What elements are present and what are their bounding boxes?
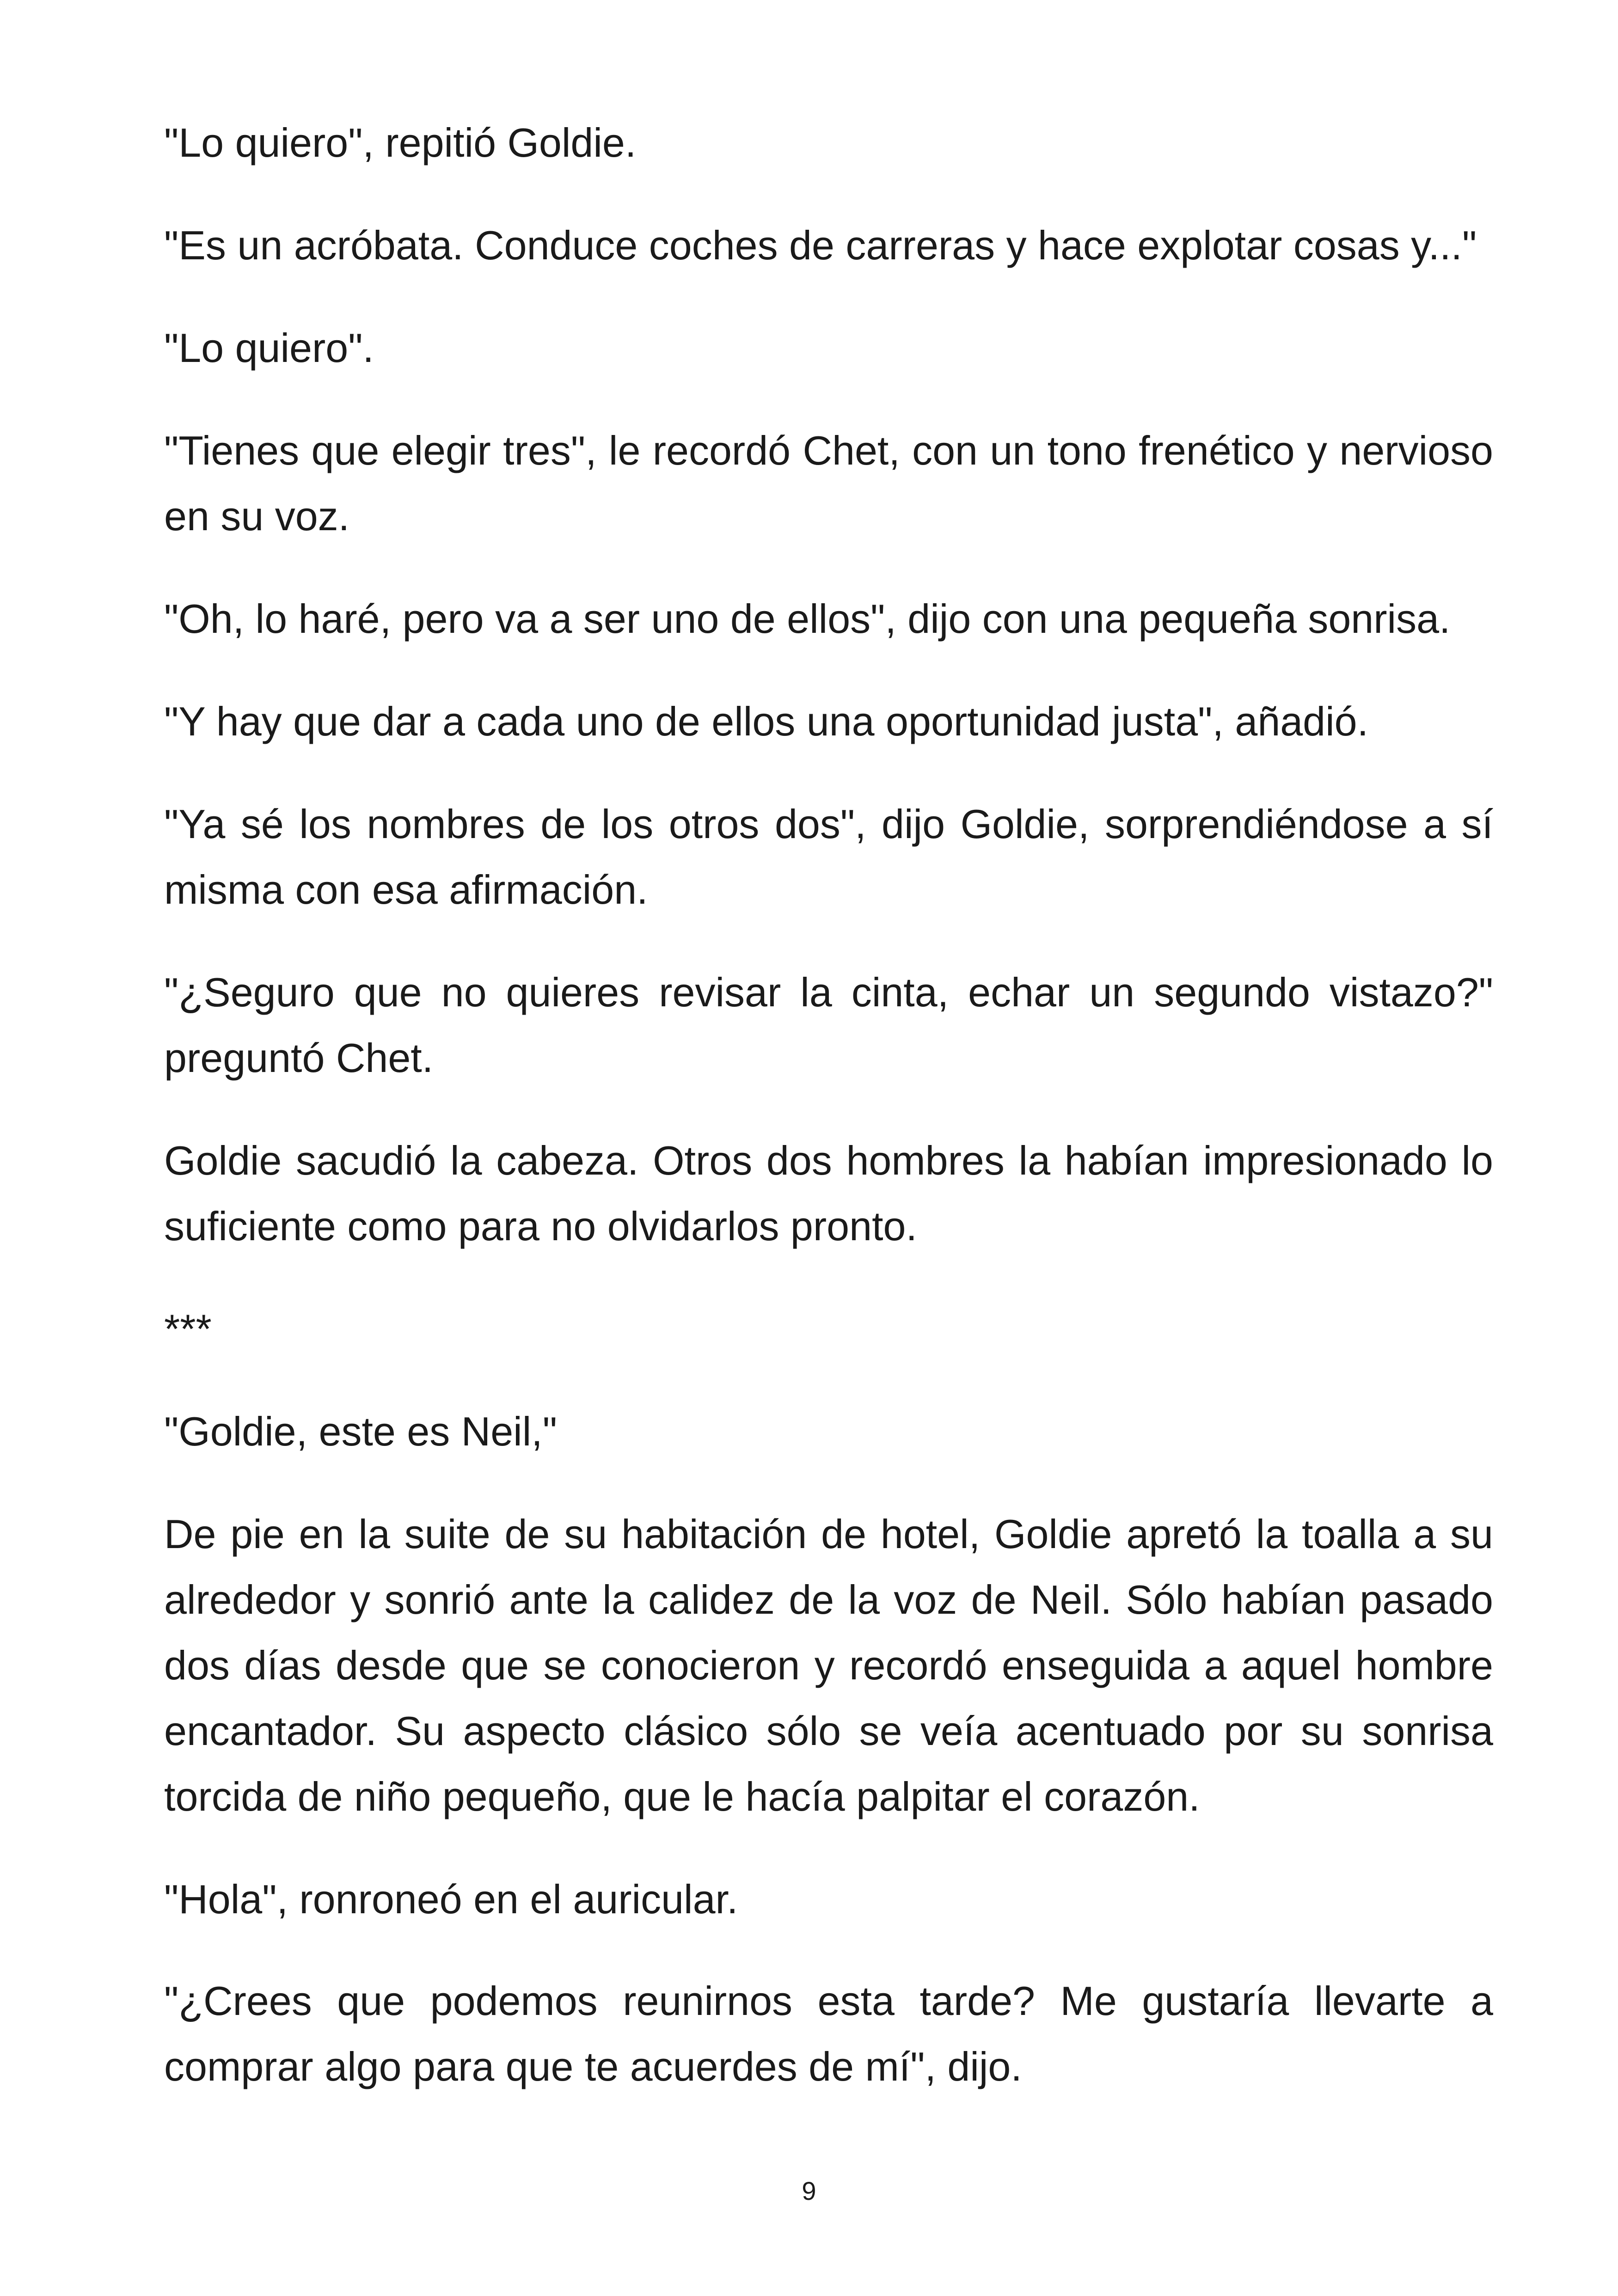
scene-break: ***	[164, 1306, 212, 1352]
paragraph-6: "Y hay que dar a cada uno de ellos una oportunidad justa", añadió.	[164, 698, 1369, 744]
paragraph-1: "Lo quiero", repitió Goldie.	[164, 120, 637, 165]
paragraph-5: "Oh, lo haré, pero va a ser uno de ellos", dijo con una pequeña sonrisa.	[164, 596, 1451, 642]
paragraph-13: "¿Crees que podemos reunirnos esta tarde? Me gustaría llevarte a comprar algo para que te acuerdes de mí", dijo.	[164, 1978, 1493, 2089]
page-number: 9	[802, 2176, 816, 2205]
paragraph-10: "Goldie, este es Neil,"	[164, 1408, 557, 1454]
paragraph-8: "¿Seguro que no quieres revisar la cinta, echar un segundo vistazo?" preguntó Chet.	[164, 969, 1493, 1081]
paragraph-3: "Lo quiero".	[164, 325, 374, 371]
paragraph-12: "Hola", ronroneó en el auricular.	[164, 1876, 738, 1922]
paragraph-9: Goldie sacudió la cabeza. Otros dos hombres la habían impresionado lo suficiente como para no olvidarlos pronto.	[164, 1138, 1493, 1249]
paragraph-7: "Ya sé los nombres de los otros dos", dijo Goldie, sorprendiéndose a sí misma con esa afirmación.	[164, 801, 1493, 912]
paragraph-11: De pie en la suite de su habitación de hotel, Goldie apretó la toalla a su alrededor y sonrió ante la calidez de la voz de Neil. Sólo habían pasado dos días desde que se conocieron y recordó enseguida a aquel hombre encantador. Su aspecto clásico sólo se veía acentuado por su sonrisa torcida de niño pequeño, que le hacía palpitar el corazón.	[164, 1511, 1493, 1819]
paragraph-4: "Tienes que elegir tres", le recordó Chet, con un tono frenético y nervioso en su voz.	[164, 428, 1493, 539]
paragraph-2: "Es un acróbata. Conduce coches de carreras y hace explotar cosas y..."	[164, 222, 1477, 268]
